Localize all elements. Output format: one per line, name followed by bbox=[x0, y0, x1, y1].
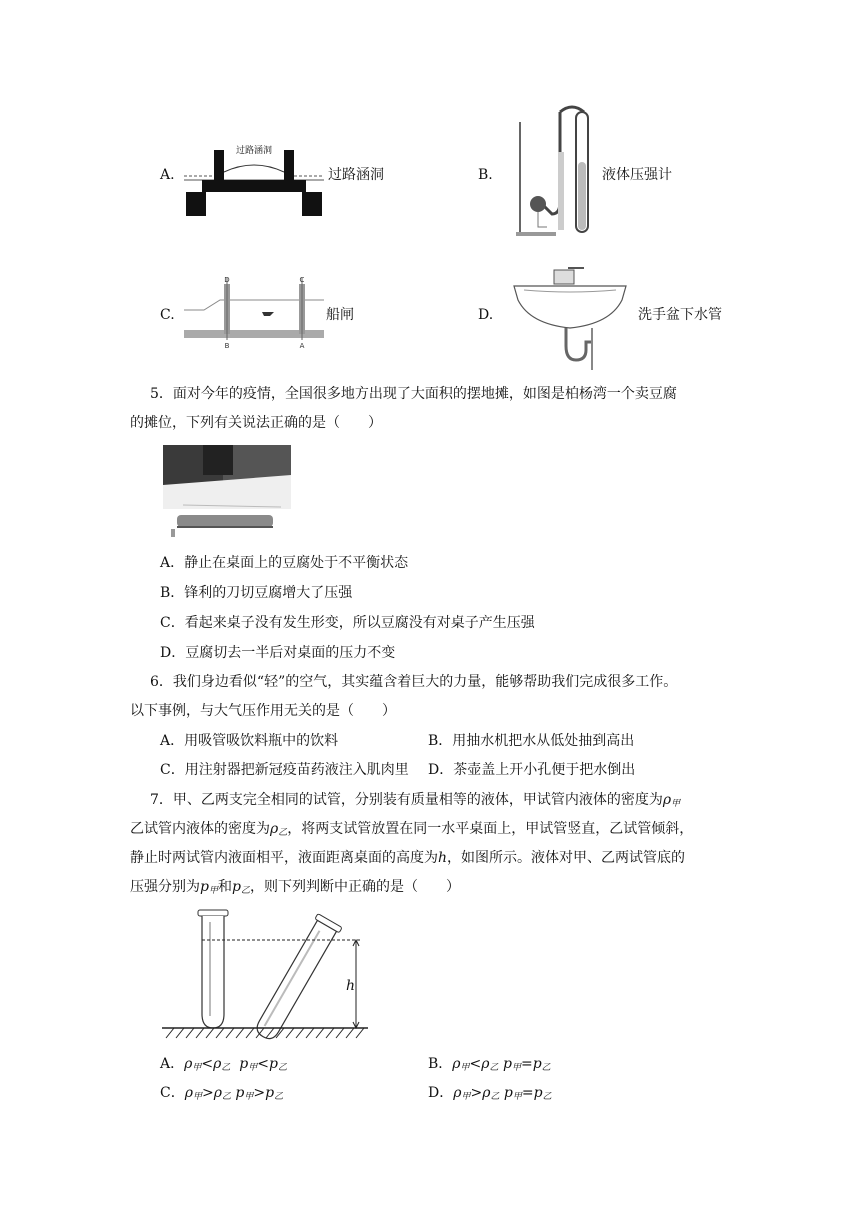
q4-option-c-label: 船闸 bbox=[326, 307, 354, 323]
q7-option-a: A．$\rho_甲<\rho_乙$ $p_甲<p_乙$ bbox=[160, 1056, 287, 1073]
q5-stem-line1: 5．面对今年的疫情，全国很多地方出现了大面积的摆地摊，如图是柏杨湾一个卖豆腐 bbox=[150, 386, 677, 402]
lock-letter-b: B bbox=[224, 342, 230, 350]
q6-stem-line1: 6．我们身边看似“轻”的空气，其实蕴含着巨大的力量，能够帮助我们完成很多工作。 bbox=[150, 674, 678, 690]
q5-option-c: C．看起来桌子没有发生形变，所以豆腐没有对桌子产生压强 bbox=[160, 615, 535, 631]
q5-option-b: B．锋利的刀切豆腐增大了压强 bbox=[160, 585, 353, 601]
q6-option-a: A．用吸管吸饮料瓶中的饮料 bbox=[160, 733, 339, 749]
lock-letter-c: C bbox=[299, 276, 305, 284]
ship-lock-figure bbox=[184, 274, 324, 350]
q4-option-a-letter: A. bbox=[160, 167, 175, 183]
q4-option-d-letter: D. bbox=[478, 307, 494, 323]
q5-stem-line2: 的摊位，下列有关说法正确的是（ ） bbox=[130, 415, 382, 431]
q7-stem-line3: 静止时两试管内液面相平，液面距离桌面的高度为h，如图所示。液体对甲、乙两试管底的 bbox=[130, 850, 686, 866]
q6-stem-line2: 以下事例，与大气压作用无关的是（ ） bbox=[130, 703, 396, 719]
q7-option-b: B．$\rho_甲<\rho_乙$ $p_甲=p_乙$ bbox=[428, 1056, 551, 1073]
q7-stem-line2: 乙试管内液体的密度为$\rho_乙$，将两支试管放置在同一水平桌面上，甲试管竖直，乙试管倾斜， bbox=[130, 821, 694, 838]
height-label: h bbox=[346, 978, 356, 994]
q7-option-d: D．$\rho_甲>\rho_乙$ $p_甲=p_乙$ bbox=[428, 1085, 552, 1102]
q4-option-b-letter: B. bbox=[478, 167, 493, 183]
lock-letter-a: A bbox=[299, 342, 305, 350]
q4-option-b-label: 液体压强计 bbox=[602, 167, 672, 183]
q6-option-b: B．用抽水机把水从低处抽到高出 bbox=[428, 733, 635, 749]
q5-option-d: D．豆腐切去一半后对桌面的压力不变 bbox=[160, 645, 396, 661]
washbasin-figure bbox=[510, 264, 630, 370]
q6-option-c: C．用注射器把新冠疫苗药液注入肌肉里 bbox=[160, 762, 409, 778]
q4-option-a-label: 过路涵洞 bbox=[328, 167, 384, 183]
q5-option-a: A．静止在桌面上的豆腐处于不平衡状态 bbox=[160, 555, 409, 571]
q6-option-d: D．茶壶盖上开小孔便于把水倒出 bbox=[428, 762, 636, 778]
q4-option-d-label: 洗手盆下水管 bbox=[638, 307, 722, 323]
pressure-gauge-figure bbox=[512, 102, 602, 242]
q7-stem-line1: 7．甲、乙两支完全相同的试管，分别装有质量相等的液体，甲试管内液体的密度为$\rho_甲$ bbox=[150, 792, 681, 809]
test-tubes-figure bbox=[160, 906, 370, 1042]
tofu-stall-photo bbox=[163, 445, 291, 541]
culvert-figure-label: 过路涵洞 bbox=[235, 146, 273, 156]
q7-option-c: C．$\rho_甲>\rho_乙$ $p_甲>p_乙$ bbox=[160, 1085, 284, 1102]
q7-stem-line4: 压强分别为$p_甲$和$p_乙$，则下列判断中正确的是（ ） bbox=[130, 879, 460, 896]
culvert-figure bbox=[184, 140, 324, 220]
q4-option-c-letter: C. bbox=[160, 307, 175, 323]
lock-letter-d: D bbox=[224, 276, 230, 284]
